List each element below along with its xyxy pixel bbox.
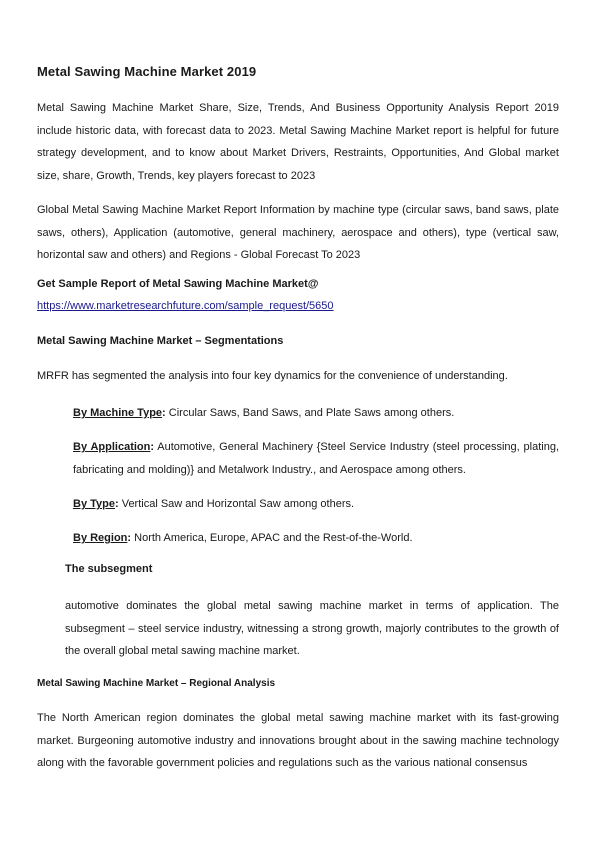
- item-label: By Type: [73, 498, 115, 510]
- sample-report-link[interactable]: https://www.marketresearchfuture.com/sample_request/5650: [37, 300, 334, 312]
- item-text: Automotive, General Machinery {Steel Service Industry (steel processing, plating, fabricating and molding)} and Metalwork Industry., and Aerospace among others.: [73, 441, 559, 476]
- sample-report-heading: Get Sample Report of Metal Sawing Machine Market@: [37, 278, 319, 290]
- list-item-application: [73, 436, 559, 481]
- list-item-type: [73, 493, 559, 516]
- item-colon: :: [162, 407, 166, 419]
- item-label: By Application: [73, 441, 151, 453]
- list-item-region: [73, 527, 559, 550]
- item-colon: :: [114, 498, 119, 510]
- item-text: North America, Europe, APAC and the Rest-of-the-World.: [131, 532, 413, 544]
- item-text: Circular Saws, Band Saws, and Plate Saws among others.: [165, 407, 455, 419]
- subsegment-body: automotive dominates the global metal sawing machine market in terms of application. The subsegment – steel service industry, witnessing a strong growth, majorly contributes to the growth of the overall global metal sawing machine market.: [65, 600, 559, 657]
- intro-paragraph: Metal Sawing Machine Market Share, Size, Trends, And Business Opportunity Analysis Report 2019 include historic data, with forecast data to 2023. Metal Sawing Machine Market report is helpful for future strategy development, and to know about Market Drivers, Restraints, Opportunities, And Global market size, share, Growth, Trends, key players forecast to 2023: [37, 102, 559, 182]
- segmentations-heading: Metal Sawing Machine Market – Segmentations: [37, 335, 284, 347]
- info-paragraph: Global Metal Sawing Machine Market Report Information by machine type (circular saws, band saws, plate saws, others), Application (automotive, general machinery, aerospace and others), type (vertical saw, horizontal saw and others) and Regions - Global Forecast To 2023: [37, 204, 559, 261]
- regional-analysis-heading: Metal Sawing Machine Market – Regional Analysis: [37, 678, 276, 689]
- item-colon: :: [150, 441, 155, 453]
- list-item-machine-type: [73, 402, 559, 425]
- regional-analysis-body: The North American region dominates the global metal sawing machine market with its fast-growing market. Burgeoning automotive industry and innovations brought about in the sawing machine technology along with the favorable government policies and regulations such as the various national consensus: [37, 712, 559, 769]
- page-title: Metal Sawing Machine Market 2019: [37, 64, 257, 79]
- item-label: By Region: [73, 532, 128, 544]
- item-label: By Machine Type: [73, 407, 163, 419]
- subsegment-heading: The subsegment: [65, 563, 153, 575]
- segmentations-intro: MRFR has segmented the analysis into four key dynamics for the convenience of understanding.: [37, 370, 508, 382]
- item-colon: :: [127, 532, 132, 544]
- item-text: Vertical Saw and Horizontal Saw among others.: [118, 498, 355, 510]
